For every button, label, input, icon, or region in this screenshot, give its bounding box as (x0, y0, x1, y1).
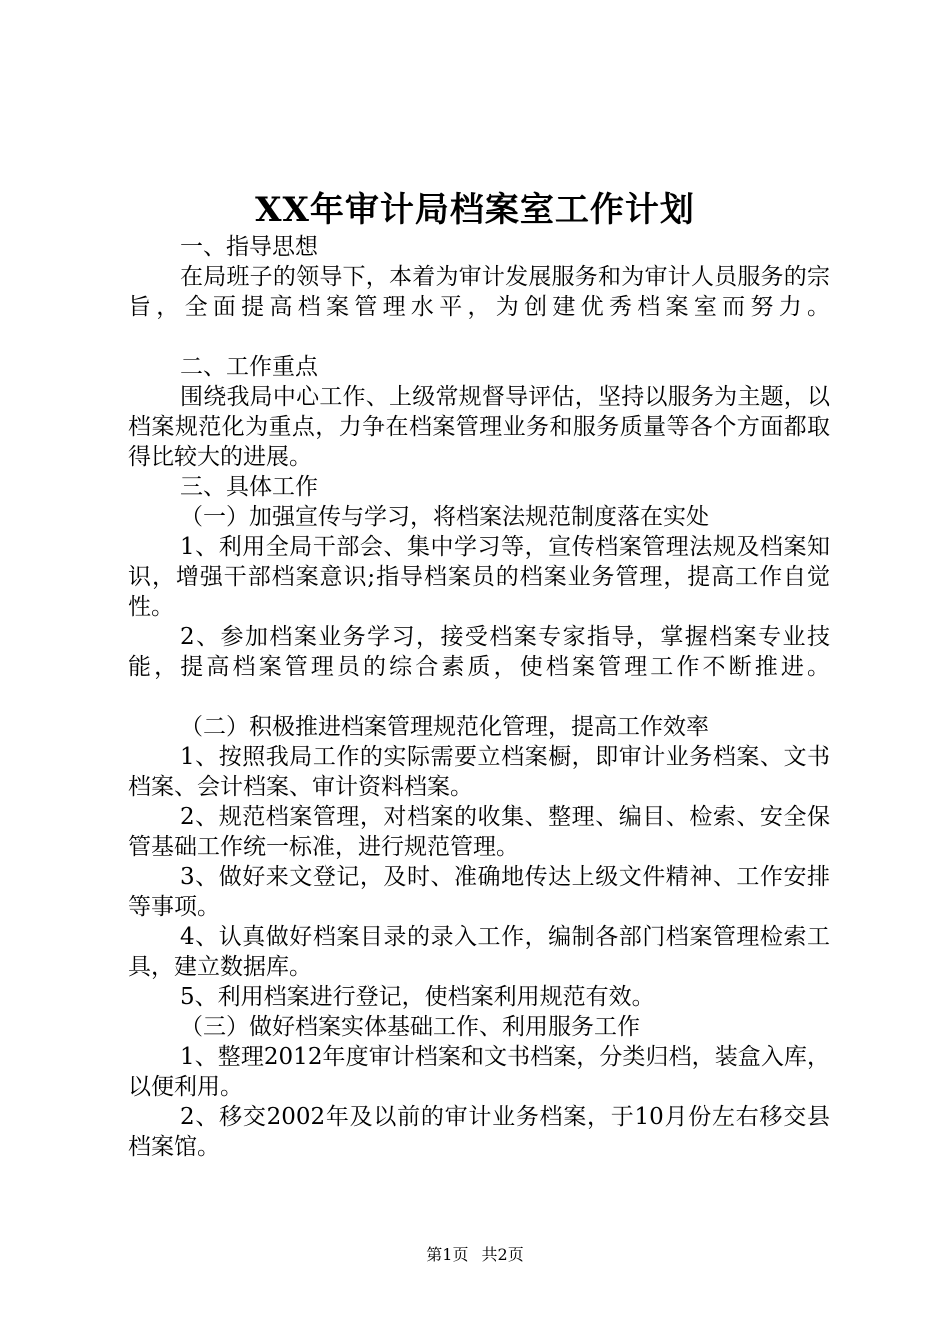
paragraph-work-focus: 围绕我局中心工作、上级常规督导评估，坚持以服务为主题，以档案规范化为重点，力争在档案管理业务和服务质量等各个方面都取得比较大的进展。 (128, 384, 830, 470)
section-heading-2: 二、工作重点 (180, 354, 318, 380)
list-item: 1、利用全局干部会、集中学习等，宣传档案管理法规及档案知识，增强干部档案意识;指导档案员的档案业务管理，提高工作自觉性。 (128, 534, 830, 620)
list-item: 3、做好来文登记，及时、准确地传达上级文件精神、工作安排等事项。 (128, 864, 830, 920)
page-total: 共2页 (481, 1245, 524, 1264)
list-item: 5、利用档案进行登记，使档案利用规范有效。 (180, 984, 655, 1010)
paragraph-gap (128, 322, 830, 352)
paragraph-gap (128, 682, 830, 712)
subsection-heading-1: （一）加强宣传与学习，将档案法规范制度落在实处 (180, 504, 709, 530)
document-body (128, 232, 830, 1162)
document-title: XX年审计局档案室工作计划 (255, 190, 695, 230)
section-heading-1: 一、指导思想 (180, 234, 318, 260)
list-item: 2、规范档案管理，对档案的收集、整理、编目、检索、安全保管基础工作统一标准，进行规范管理。 (128, 804, 830, 860)
section-heading-3: 三、具体工作 (180, 474, 318, 500)
list-item: 1、按照我局工作的实际需要立档案橱，即审计业务档案、文书档案、会计档案、审计资料档案。 (128, 744, 830, 800)
list-item: 1、整理2012年度审计档案和文书档案，分类归档，装盒入库，以便利用。 (128, 1044, 830, 1100)
paragraph-guiding-thought: 在局班子的领导下，本着为审计发展服务和为审计人员服务的宗旨，全面提高档案管理水平，为创建优秀档案室而努力。 (128, 264, 830, 320)
list-item: 4、认真做好档案目录的录入工作，编制各部门档案管理检索工具，建立数据库。 (128, 924, 830, 980)
list-item: 2、移交2002年及以前的审计业务档案，于10月份左右移交县档案馆。 (128, 1104, 830, 1160)
page-number: 第1页 (426, 1245, 469, 1264)
subsection-heading-3: （三）做好档案实体基础工作、利用服务工作 (180, 1014, 640, 1040)
subsection-heading-2: （二）积极推进档案管理规范化管理，提高工作效率 (180, 714, 709, 740)
page-footer (0, 1244, 950, 1266)
list-item: 2、参加档案业务学习，接受档案专家指导，掌握档案专业技能，提高档案管理员的综合素质，使档案管理工作不断推进。 (128, 624, 830, 680)
